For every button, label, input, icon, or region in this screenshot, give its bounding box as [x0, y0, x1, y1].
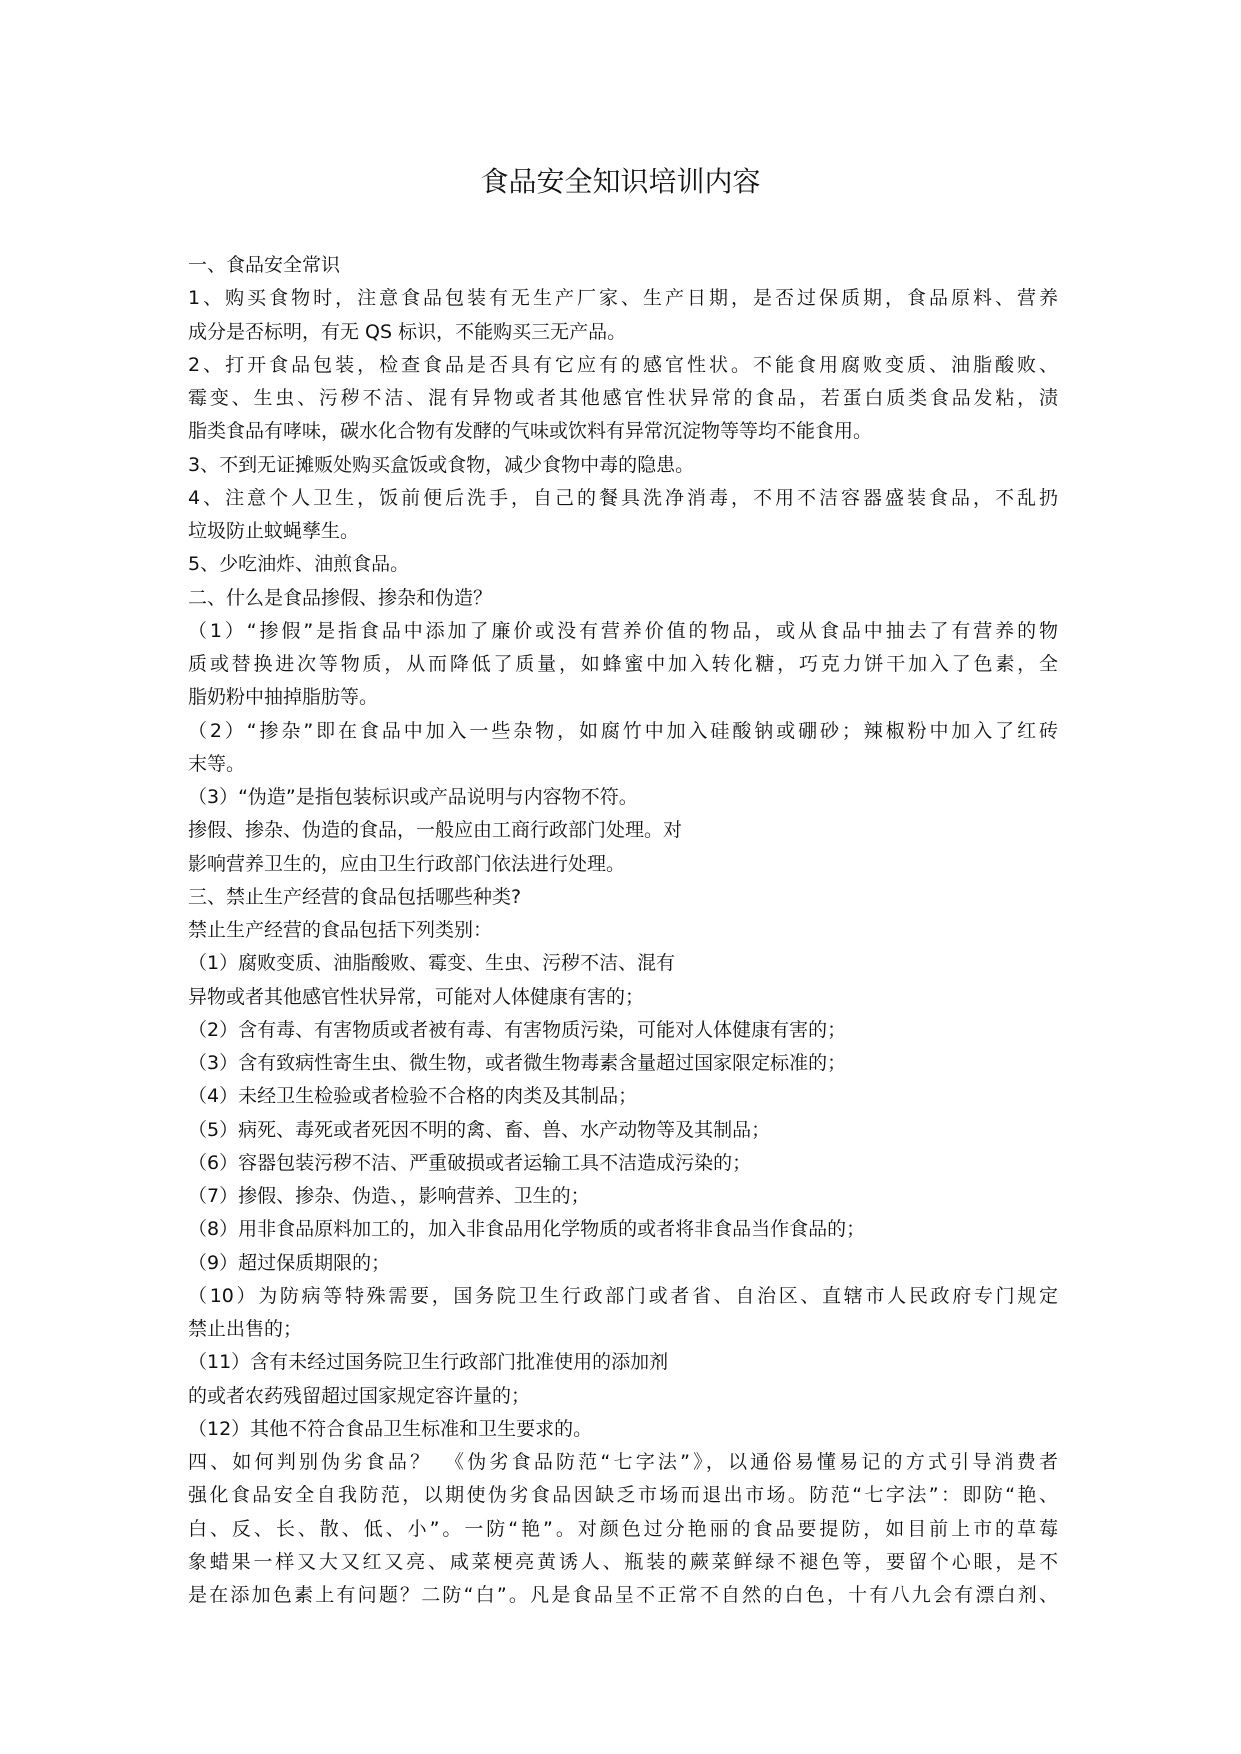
- text-line: 脂奶粉中抽掉脂肪等。: [188, 686, 379, 708]
- text-line: （2）含有毒、有害物质或者被有毒、有害物质污染，可能对人体健康有害的；: [188, 1019, 847, 1041]
- text-line: 三、禁止生产经营的食品包括哪些种类?: [188, 886, 522, 908]
- text-line: 白、反、长、散、低、小”。一防“艳”。对颜色过分艳丽的食品要提防，如目前上市的草莓: [188, 1518, 1058, 1540]
- text-line: （5）病死、毒死或者死因不明的禽、畜、兽、水产动物等及其制品；: [188, 1119, 771, 1141]
- text-line: 霉变、生虫、污秽不洁、混有异物或者其他感官性状异常的食品，若蛋白质类食品发粘，渍: [188, 387, 1058, 409]
- text-line: 异物或者其他感官性状异常，可能对人体健康有害的；: [188, 986, 645, 1008]
- text-line: （2）“掺杂”即在食品中加入一些杂物，如腐竹中加入硅酸钠或硼砂；辣椒粉中加入了红砖: [188, 720, 1058, 742]
- text-line: 3、不到无证摊贩处购买盒饭或食物，减少食物中毒的隐患。: [188, 454, 695, 476]
- document-title: 食品安全知识培训内容: [480, 165, 761, 198]
- text-line: （7）掺假、掺杂、伪造、，影响营养、卫生的；: [188, 1185, 590, 1207]
- text-line: 末等。: [188, 753, 246, 775]
- text-line: 垃圾防止蚊蝇孳生。: [188, 520, 360, 542]
- text-line: 象蜡果一样又大又红又亮、咸菜梗亮黄诱人、瓶装的蕨菜鲜绿不褪色等，要留个心眼，是不: [188, 1551, 1058, 1573]
- text-line: 成分是否标明，有无 QS 标识，不能购买三无产品。: [188, 321, 627, 343]
- text-line: 质或替换进次等物质，从而降低了质量，如蜂蜜中加入转化糖，巧克力饼干加入了色素，全: [188, 653, 1058, 675]
- text-line: 禁止生产经营的食品包括下列类别：: [188, 919, 493, 941]
- text-line: 2、打开食品包装，检查食品是否具有它应有的感官性状。不能食用腐败变质、油脂酸败、: [188, 354, 1058, 376]
- text-line: （1）腐败变质、油脂酸败、霉变、生虫、污秽不洁、混有: [188, 952, 676, 974]
- text-line: （4）未经卫生检验或者检验不合格的肉类及其制品；: [188, 1085, 638, 1107]
- text-line: （6）容器包装污秽不洁、严重破损或者运输工具不洁造成污染的；: [188, 1152, 752, 1174]
- text-line: （3）“伪造”是指包装标识或产品说明与内容物不符。: [188, 786, 638, 808]
- text-line: （8）用非食品原料加工的，加入非食品用化学物质的或者将非食品当作食品的；: [188, 1218, 866, 1240]
- text-line: （12）其他不符合食品卫生标准和卫生要求的。: [188, 1418, 593, 1440]
- text-line: 禁止出售的；: [188, 1318, 303, 1340]
- text-line: （11）含有未经过国务院卫生行政部门批准使用的添加剂: [188, 1351, 669, 1373]
- text-line: 的或者农药残留超过国家规定容许量的；: [188, 1385, 531, 1407]
- text-line: （1）“掺假”是指食品中添加了廉价或没有营养价值的物品，或从食品中抽去了有营养的物: [188, 620, 1058, 642]
- text-line: 掺假、掺杂、伪造的食品，一般应由工商行政部门处理。对: [188, 819, 683, 841]
- text-line: 4、注意个人卫生，饭前便后洗手，自己的餐具洗净消毒，不用不洁容器盛装食品，不乱扔: [188, 487, 1058, 509]
- text-line: 四、如何判别伪劣食品？ 《伪劣食品防范“七字法”》，以通俗易懂易记的方式引导消费者: [188, 1451, 1058, 1473]
- text-line: 是在添加色素上有问题？二防“白”。凡是食品呈不正常不自然的白色，十有八九会有漂白剂、: [188, 1584, 1058, 1606]
- text-line: 二、什么是食品掺假、掺杂和伪造？: [188, 587, 493, 609]
- text-line: 5、少吃油炸、油煎食品。: [188, 553, 410, 575]
- text-line: （3）含有致病性寄生虫、微生物，或者微生物毒素含量超过国家限定标准的；: [188, 1052, 847, 1074]
- text-line: （9）超过保质期限的；: [188, 1252, 391, 1274]
- text-line: 1、购买食物时，注意食品包装有无生产厂家、生产日期，是否过保质期，食品原料、营养: [188, 287, 1058, 309]
- text-line: （10）为防病等特殊需要，国务院卫生行政部门或者省、自治区、直辖市人民政府专门规定: [188, 1285, 1058, 1307]
- text-line: 一、食品安全常识: [188, 254, 341, 276]
- text-line: 脂类食品有哮味，碳水化合物有发酵的气味或饮料有异常沉淀物等等均不能食用。: [188, 420, 873, 442]
- text-line: 强化食品安全自我防范，以期使伪劣食品因缺乏市场而退出市场。防范“七字法”：即防“艳、: [188, 1484, 1058, 1506]
- text-line: 影响营养卫生的，应由卫生行政部门依法进行处理。: [188, 853, 626, 875]
